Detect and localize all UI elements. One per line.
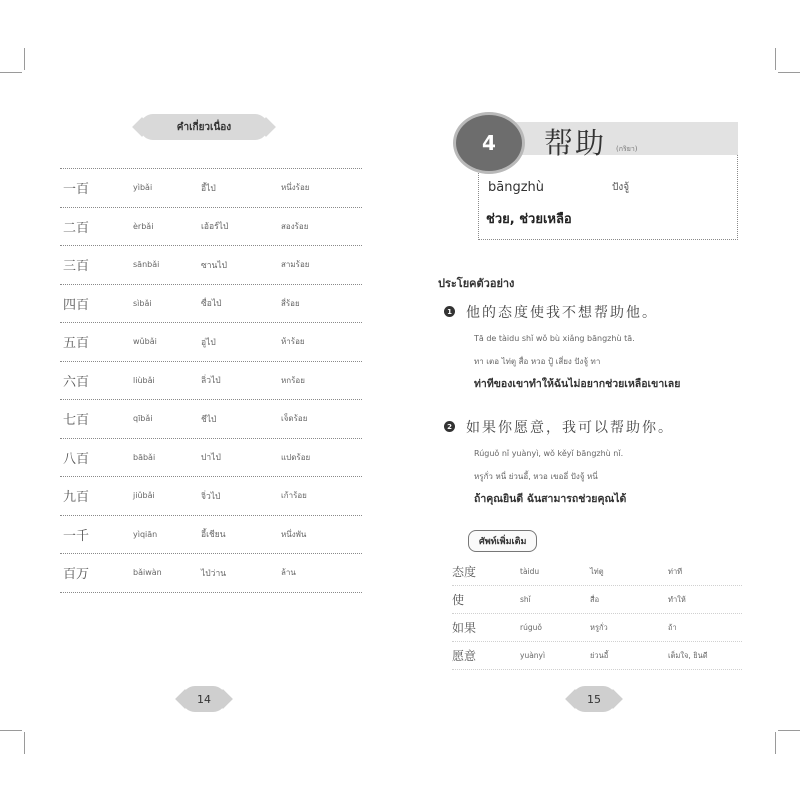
thai-reading-cell: อี้ไป่ xyxy=(201,183,216,194)
right-page xyxy=(400,0,800,800)
meaning-cell: ห้าร้อย xyxy=(281,337,305,347)
hanzi-cell: 一千 xyxy=(63,528,90,544)
vocab-pinyin: yuànyì xyxy=(520,651,546,660)
extra-vocab-title: ศัพท์เพิ่มเติม xyxy=(468,530,537,552)
page-number-text: 14 xyxy=(197,692,211,706)
example-pinyin: Rúguǒ nǐ yuànyì, wǒ kěyǐ bāngzhù nǐ. xyxy=(474,449,624,458)
vocab-thai-reading: หรูกั่ว xyxy=(590,622,608,632)
lesson-number-badge xyxy=(453,112,525,174)
lesson-pinyin: bāngzhù xyxy=(488,180,545,195)
table-row xyxy=(60,322,362,361)
meaning-cell: แปดร้อย xyxy=(281,452,311,462)
lesson-number: 4 xyxy=(482,131,496,155)
pinyin-cell: sìbǎi xyxy=(133,298,152,308)
table-row xyxy=(60,515,362,554)
hanzi-cell: 七百 xyxy=(63,413,90,429)
pinyin-cell: wǔbǎi xyxy=(133,337,157,347)
part-of-speech-tag: (กริยา) xyxy=(616,145,638,153)
table-row xyxy=(60,207,362,246)
lesson-thai-reading: ปังจู้ xyxy=(612,182,630,193)
example-translation: ถ้าคุณยินดี ฉันสามารถช่วยคุณได้ xyxy=(474,493,627,505)
related-words-banner xyxy=(140,114,268,140)
example-thai-reading: หรูกั่ว หนี่ ย่วนอี้, หวอ เขออี่ ปังจู้ หนี่ xyxy=(474,472,598,481)
table-row xyxy=(60,361,362,400)
thai-reading-cell: อี้เชียน xyxy=(201,530,226,541)
vocab-thai-reading: ย่วนอี้ xyxy=(590,650,609,660)
list-item xyxy=(452,558,742,586)
thai-reading-cell: จิ่วไป่ xyxy=(201,491,221,502)
hanzi-cell: 四百 xyxy=(63,297,90,313)
pinyin-cell: jiǔbǎi xyxy=(133,491,155,501)
pinyin-cell: bābǎi xyxy=(133,452,156,462)
lesson-hanzi: 帮助 xyxy=(544,126,607,160)
meaning-cell: สี่ร้อย xyxy=(281,298,300,308)
thai-reading-cell: ไป่ว่าน xyxy=(201,568,227,579)
example-sentences-title: ประโยคตัวอย่าง xyxy=(438,277,515,290)
list-item xyxy=(452,642,742,670)
hanzi-cell: 六百 xyxy=(63,374,90,390)
vocab-thai-reading: ไท่ตู xyxy=(590,566,604,576)
page-number xyxy=(182,686,226,712)
hanzi-cell: 九百 xyxy=(63,490,90,506)
related-words-title: คำเกี่ยวเนื่อง xyxy=(176,121,232,133)
vocab-meaning: ถ้า xyxy=(668,622,677,632)
table-row xyxy=(60,284,362,323)
pinyin-cell: èrbǎi xyxy=(133,221,154,231)
example-translation: ท่าทีของเขาทำให้ฉันไม่อยากช่วยเหลือเขาเลย xyxy=(474,378,681,390)
hanzi-cell: 一百 xyxy=(63,182,90,198)
thai-reading-cell: ลิ่วไป่ xyxy=(201,376,221,387)
meaning-cell: เจ็ดร้อย xyxy=(281,414,308,424)
table-row xyxy=(60,553,362,593)
vocab-hanzi: 使 xyxy=(452,593,465,607)
vocab-meaning: ทำให้ xyxy=(668,594,686,604)
pinyin-cell: qībǎi xyxy=(133,414,153,424)
thai-reading-cell: ซื่อไป่ xyxy=(201,299,222,310)
vocab-pinyin: tàidu xyxy=(520,567,540,576)
pinyin-cell: bǎiwàn xyxy=(133,568,162,578)
hanzi-cell: 二百 xyxy=(63,220,90,236)
thai-reading-cell: ซานไป่ xyxy=(201,260,228,271)
thai-reading-cell: อู่ไป่ xyxy=(201,337,216,348)
example-pinyin: Tā de tàidu shǐ wǒ bù xiǎng bāngzhù tā. xyxy=(474,334,635,343)
example-number-bullet: 1 xyxy=(444,306,455,317)
vocab-hanzi: 愿意 xyxy=(452,649,477,663)
meaning-cell: เก้าร้อย xyxy=(281,491,307,501)
example-chinese: 如果你愿意，我可以帮助你。 xyxy=(466,420,674,436)
example-chinese: 他的态度使我不想帮助他。 xyxy=(466,305,658,321)
meaning-cell: หกร้อย xyxy=(281,375,305,385)
meaning-cell: สองร้อย xyxy=(281,221,309,231)
vocab-hanzi: 如果 xyxy=(452,621,477,635)
table-row xyxy=(60,438,362,477)
table-row xyxy=(60,399,362,438)
hanzi-cell: 八百 xyxy=(63,451,90,467)
vocab-meaning: เต็มใจ, ยินดี xyxy=(668,650,708,660)
list-item xyxy=(452,586,742,614)
pinyin-cell: yìbǎi xyxy=(133,183,153,193)
vocab-meaning: ท่าที xyxy=(668,566,683,576)
thai-reading-cell: ปาไป่ xyxy=(201,453,221,464)
vocab-pinyin: rúguǒ xyxy=(520,623,542,632)
page-number xyxy=(572,686,616,712)
table-row xyxy=(60,168,362,207)
vocab-hanzi: 态度 xyxy=(452,565,477,579)
thai-reading-cell: ชีไป่ xyxy=(201,414,217,425)
thai-reading-cell: เอ้อร์ไป่ xyxy=(201,222,229,233)
meaning-cell: ล้าน xyxy=(281,568,296,578)
meaning-cell: หนึ่งร้อย xyxy=(281,183,310,193)
number-table xyxy=(60,168,362,593)
table-row xyxy=(60,245,362,284)
pinyin-cell: liùbǎi xyxy=(133,375,155,385)
example-thai-reading: ทา เตอ ไท่ตู สื่อ หวอ ปู้ เสี่ยง ปังจู้ ทา xyxy=(474,357,601,366)
vocab-thai-reading: สื่อ xyxy=(590,594,600,604)
list-item xyxy=(452,614,742,642)
example-number-bullet: 2 xyxy=(444,421,455,432)
pinyin-cell: sānbǎi xyxy=(133,260,160,270)
lesson-meaning: ช่วย, ช่วยเหลือ xyxy=(486,212,572,227)
page-number-text: 15 xyxy=(587,692,601,706)
meaning-cell: สามร้อย xyxy=(281,260,310,270)
hanzi-cell: 五百 xyxy=(63,336,90,352)
table-row xyxy=(60,476,362,515)
vocab-pinyin: shǐ xyxy=(520,595,531,604)
hanzi-cell: 三百 xyxy=(63,259,90,275)
extra-vocab-table xyxy=(452,558,742,670)
meaning-cell: หนึ่งพัน xyxy=(281,529,307,539)
hanzi-cell: 百万 xyxy=(63,567,90,583)
pinyin-cell: yìqiān xyxy=(133,529,158,539)
